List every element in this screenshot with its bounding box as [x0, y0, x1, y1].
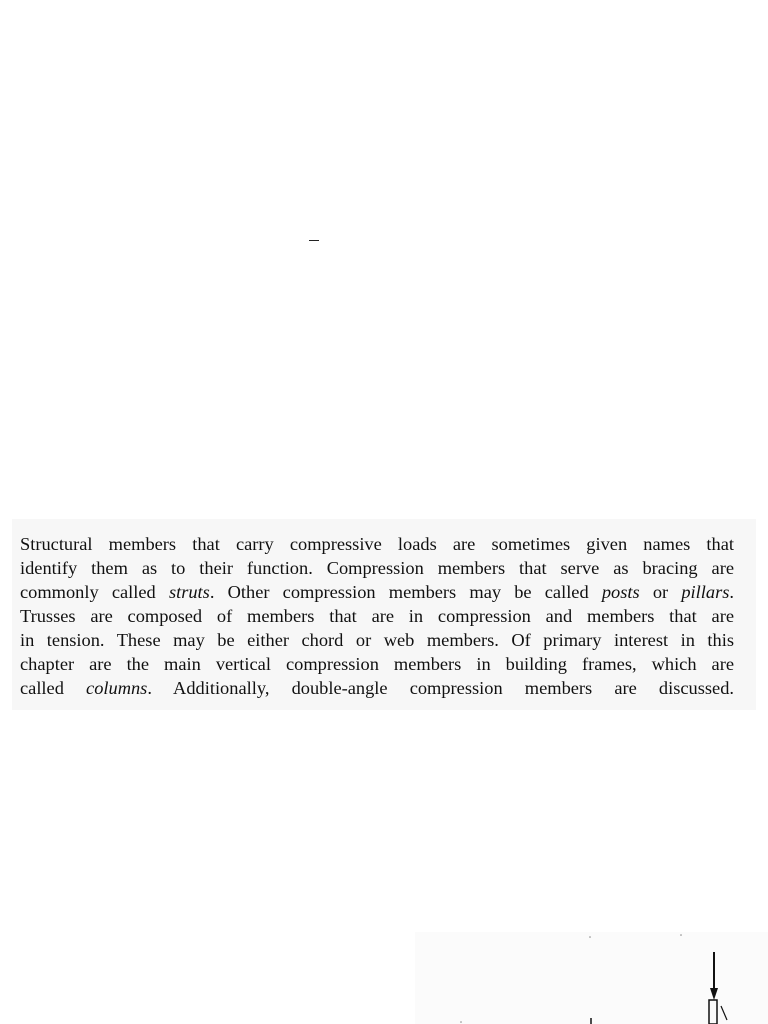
line-3-text-d: .: [729, 582, 735, 602]
figure-fragment: [415, 932, 768, 1024]
paragraph-line-2: identify them as to their function. Compression members that serve as bracing are: [20, 558, 734, 578]
line-3-text-a: commonly called: [20, 582, 169, 602]
paragraph-line-6: chapter are the main vertical compression members in building frames, which are: [20, 654, 734, 674]
term-posts: posts: [601, 582, 640, 602]
intro-paragraph: [20, 532, 734, 700]
column-load-arrow-icon: [415, 932, 768, 1024]
line-3-text-b: . Other compression members may be called: [209, 582, 602, 602]
line-3-text-c: or: [639, 582, 682, 602]
term-columns: columns: [86, 678, 148, 698]
term-pillars: pillars: [681, 582, 730, 602]
load-arrow-head: [710, 988, 718, 1000]
speck-a: [589, 936, 591, 938]
column-edge-mark: [721, 1006, 727, 1020]
line-7-text-a: called: [20, 678, 87, 698]
term-struts: struts: [168, 582, 210, 602]
speck-c: [460, 1021, 462, 1023]
line-7-text-b: . Additionally, double-angle compression members are discussed.: [147, 678, 735, 698]
column-top: [709, 1000, 717, 1024]
paragraph-line-4: Trusses are composed of members that are in compression and members that are: [20, 606, 734, 626]
stray-dash-mark: [309, 240, 319, 241]
paragraph-line-1: Structural members that carry compressive loads are sometimes given names that: [20, 534, 734, 554]
speck-b: [680, 934, 682, 936]
paragraph-line-3: [20, 580, 734, 604]
paragraph-line-7: [20, 676, 734, 700]
paragraph-line-5: in tension. These may be either chord or web members. Of primary interest in this: [20, 630, 734, 650]
